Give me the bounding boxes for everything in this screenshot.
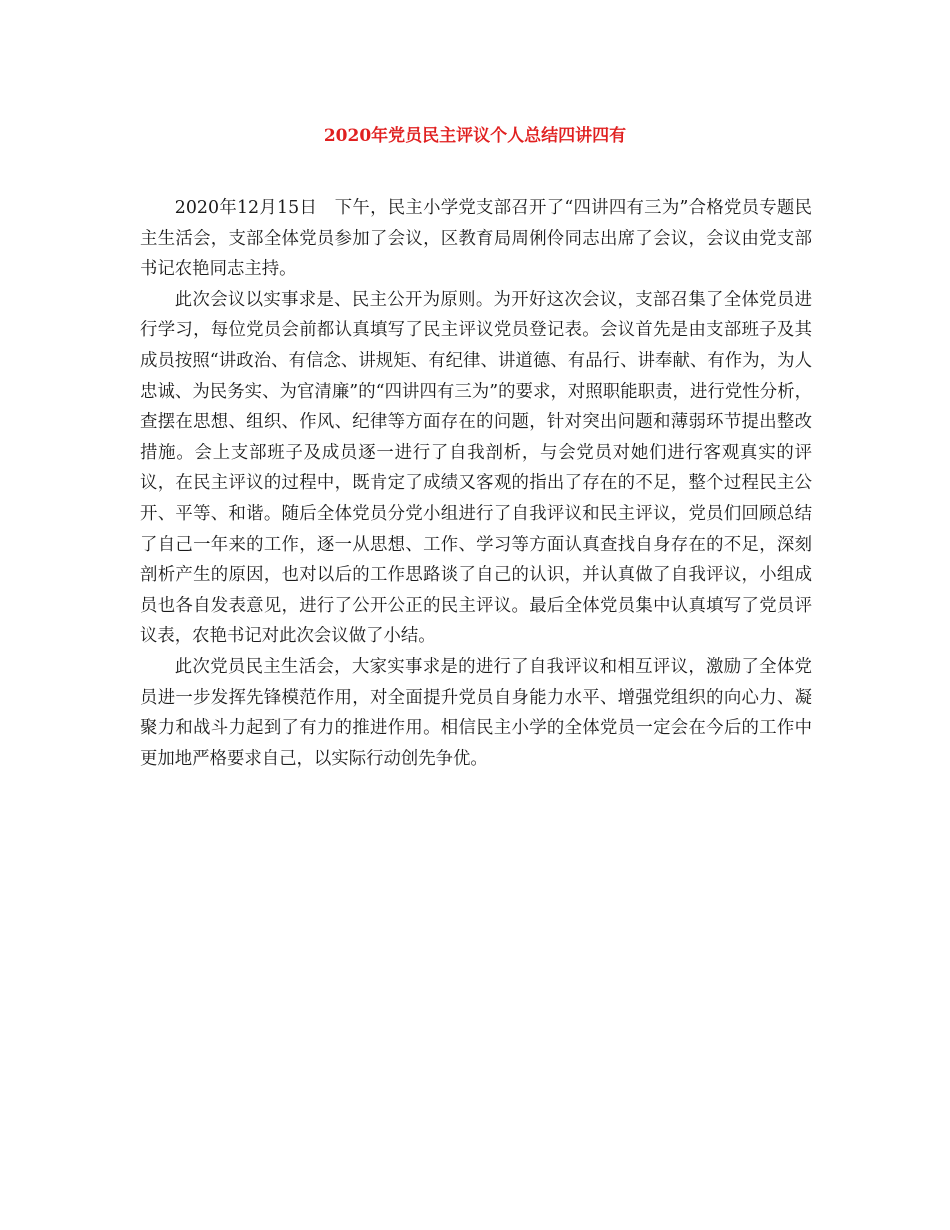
document-body <box>140 193 812 774</box>
paragraph-meeting-conclusion: 此次党员民主生活会，大家实事求是的进行了自我评议和相互评议，激励了全体党员进一步发挥先锋模范作用，对全面提升党员自身能力水平、增强党组织的向心力、凝聚力和战斗力起到了有力的推进作用。相信民主小学的全体党员一定会在今后的工作中更加地严格要求自己，以实际行动创先争优。 <box>140 656 812 769</box>
paragraph-meeting-process: 此次会议以实事求是、民主公开为原则。为开好这次会议，支部召集了全体党员进行学习，每位党员会前都认真填写了民主评议党员登记表。会议首先是由支部班子及其成员按照“讲政治、有信念、讲规矩、有纪律、讲道德、有品行、讲奉献、有作为，为人忠诚、为民务实、为官清廉”的“四讲四有三为”的要求，对照职能职责，进行党性分析，查摆在思想、组织、作风、纪律等方面存在的问题，针对突出问题和薄弱环节提出整改措施。会上支部班子及成员逐一进行了自我剖析，与会党员对她们进行客观真实的评议，在民主评议的过程中，既肯定了成绩又客观的指出了存在的不足，整个过程民主公开、平等、和谐。随后全体党员分党小组进行了自我评议和民主评议，党员们回顾总结了自己一年来的工作，逐一从思想、工作、学习等方面认真查找自身存在的不足，深刻剖析产生的原因，也对以后的工作思路谈了自己的认识，并认真做了自我评议，小组成员也各自发表意见，进行了公开公正的民主评议。最后全体党员集中认真填写了党员评议表，农艳书记对此次会议做了小结。 <box>140 289 812 647</box>
paragraph-meeting-intro: 2020年12月15日 下午，民主小学党支部召开了“四讲四有三为”合格党员专题民主生活会，支部全体党员参加了会议，区教育局周俐伶同志出席了会议，会议由党支部书记农艳同志主持。 <box>140 198 812 280</box>
document-title: 2020年党员民主评议个人总结四讲四有 <box>323 126 627 146</box>
